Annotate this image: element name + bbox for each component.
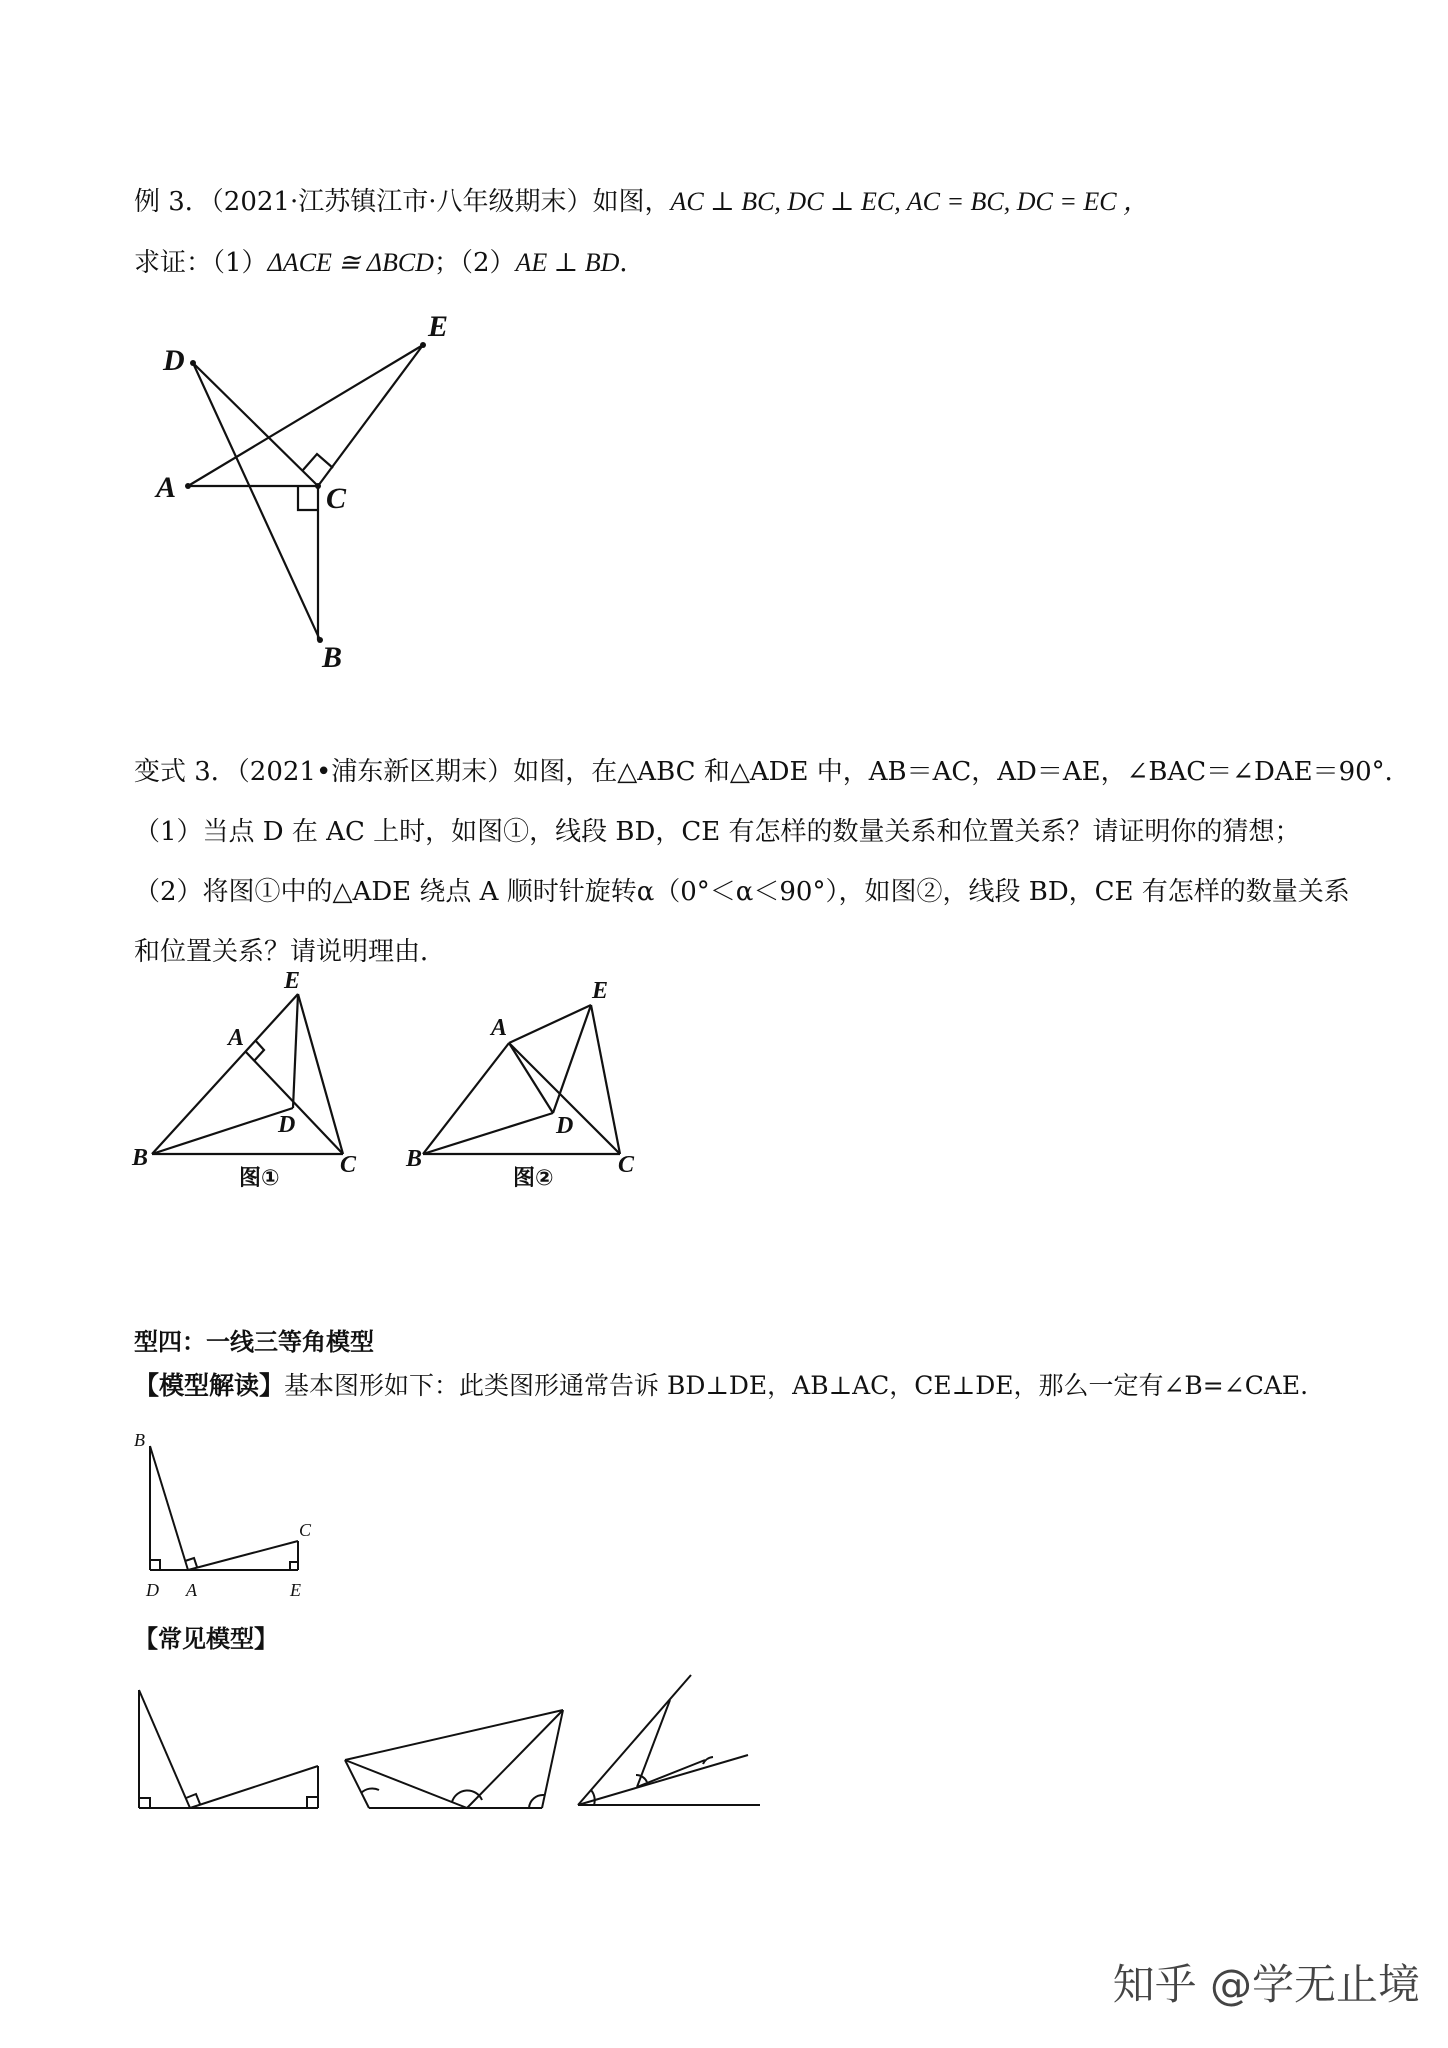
basic-label-d: D — [146, 1580, 159, 1600]
basic-label-c: C — [299, 1520, 312, 1540]
variant3-line1: 变式 3．（2021•浦东新区期末）如图，在△ABC 和△ADE 中，AB＝AC，AD＝AE，∠BAC＝∠DAE＝90°． — [134, 757, 1411, 787]
label-d: D — [163, 344, 185, 377]
type4-explain-tag: 【模型解读】 — [134, 1371, 285, 1400]
fig2-label-a: A — [491, 1015, 508, 1041]
basic-label-b: B — [134, 1430, 145, 1450]
fig1-label-d: D — [278, 1112, 296, 1138]
example3-condition: AC ⊥ BC, DC ⊥ EC, AC = BC, DC = EC ， — [670, 187, 1150, 216]
label-b: B — [322, 641, 343, 674]
fig2-label-b: B — [406, 1146, 423, 1172]
fig2-label-e: E — [592, 978, 609, 1004]
fig1-label-c: C — [340, 1152, 357, 1178]
common-model-3 — [578, 1675, 760, 1805]
type4-heading: 型四：一线三等角模型 — [134, 1328, 374, 1356]
type4-explain-text: 基本图形如下：此类图形通常告诉 BD⊥DE，AB⊥AC，CE⊥DE，那么一定有∠B=∠CAE. — [284, 1371, 1309, 1400]
common-model-1 — [139, 1690, 318, 1808]
fig1-label-e: E — [284, 968, 301, 994]
fig1-caption: 图① — [239, 1166, 280, 1191]
type4-common-tag: 【常见模型】 — [134, 1625, 278, 1653]
label-c: C — [326, 482, 347, 515]
fig1-label-a: A — [228, 1025, 245, 1051]
label-a: A — [156, 471, 177, 504]
fig2-label-d: D — [556, 1113, 574, 1139]
fig2-caption: 图② — [513, 1166, 554, 1191]
fig1-label-b: B — [132, 1145, 149, 1171]
example3-prove-1: ΔACE ≅ ΔBCD — [267, 248, 434, 277]
basic-label-e: E — [290, 1580, 301, 1600]
example3-prefix: 例 3．（2021·江苏镇江市·八年级期末）如图， — [134, 187, 671, 217]
variant3-line4: 和位置关系？请说明理由． — [134, 937, 447, 967]
example3-prove-mid: ；（2） — [433, 248, 516, 278]
example3-prove-2: AE ⊥ BD — [515, 248, 620, 277]
example3-prove-end: ． — [619, 248, 646, 278]
basic-label-a: A — [186, 1580, 197, 1600]
variant3-line2: （1）当点 D 在 AC 上时，如图①，线段 BD，CE 有怎样的数量关系和位置关系？请证明你的猜想； — [134, 817, 1301, 847]
variant3-line3: （2）将图①中的△ADE 绕点 A 顺时针旋转α（0°＜α＜90°），如图②，线段 BD，CE 有怎样的数量关系 — [134, 877, 1350, 907]
example3-prove-prefix: 求证：（1） — [134, 248, 268, 278]
label-e: E — [428, 310, 449, 343]
fig2-label-c: C — [618, 1152, 635, 1178]
common-model-2 — [345, 1710, 563, 1808]
watermark: 知乎 @学无止境 — [1112, 1960, 1420, 2009]
